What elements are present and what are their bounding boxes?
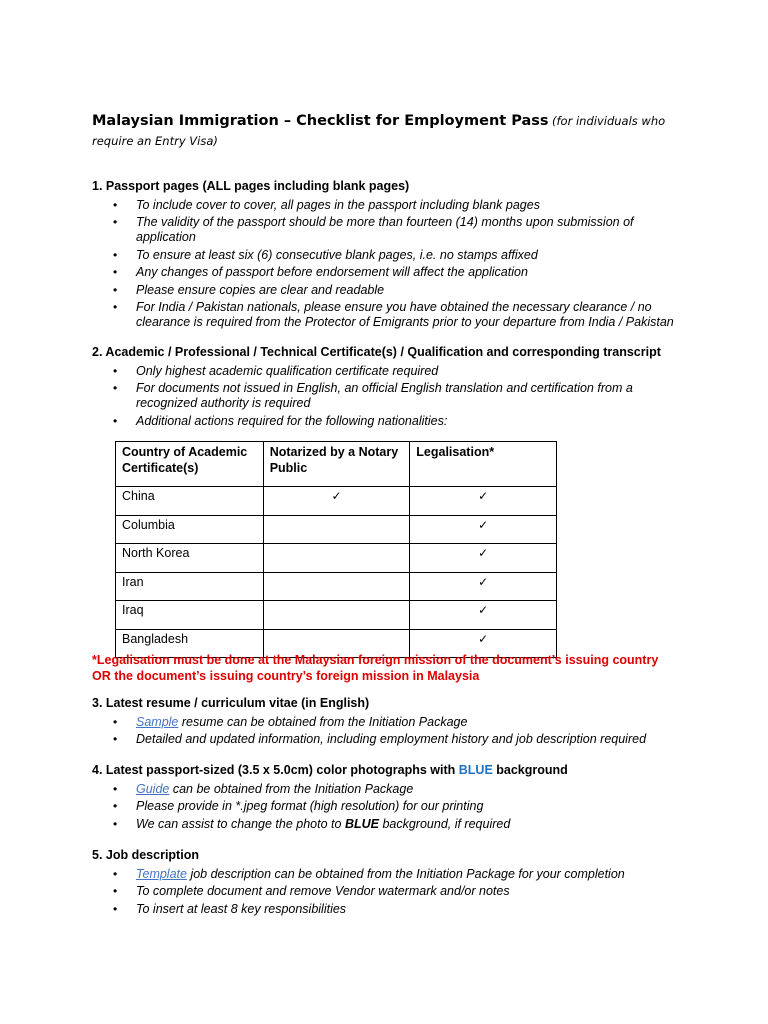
bullet-list bbox=[92, 782, 692, 832]
notary-cell bbox=[263, 544, 410, 573]
list-item: • To ensure at least six (6) consecutive blank pages, i.e. no stamps affixed bbox=[92, 248, 692, 263]
list-item bbox=[92, 817, 692, 832]
table-header-notary: Notarized by a Notary Public bbox=[263, 442, 410, 487]
country-cell: Bangladesh bbox=[116, 629, 264, 658]
list-item: • Detailed and updated information, including employment history and job description required bbox=[92, 732, 692, 747]
heading-text: 4. Latest passport-sized (3.5 x 5.0cm) color photographs with bbox=[92, 763, 459, 777]
list-item bbox=[92, 782, 692, 797]
section-heading: 3. Latest resume / curriculum vitae (in English) bbox=[92, 696, 370, 710]
list-item: • To include cover to cover, all pages in the passport including blank pages bbox=[92, 198, 692, 213]
legalisation-note bbox=[92, 652, 712, 684]
bullet-list bbox=[92, 715, 692, 748]
section-heading: 5. Job description bbox=[92, 848, 199, 862]
list-item: • Any changes of passport before endorsement will affect the application bbox=[92, 265, 692, 280]
list-item: • For India / Pakistan nationals, please ensure you have obtained the necessary clearance / no clearance is required from the Protector of Emigrants prior to your departure from India / Pakistan bbox=[92, 300, 692, 330]
notary-check-icon: ✓ bbox=[263, 487, 410, 516]
list-item: • The validity of the passport should be more than fourteen (14) months upon submission of application bbox=[92, 215, 692, 245]
section-heading: 1. Passport pages (ALL pages including blank pages) bbox=[92, 179, 410, 193]
section-passport bbox=[92, 178, 692, 330]
legalisation-check-icon: ✓ bbox=[410, 487, 557, 516]
list-item: • To complete document and remove Vendor watermark and/or notes bbox=[92, 884, 692, 899]
nationality-requirements-table bbox=[115, 441, 557, 658]
section-heading: 2. Academic / Professional / Technical Certificate(s) / Qualification and corresponding transcript bbox=[92, 345, 661, 359]
note-line: *Legalisation must be done at the Malaysian foreign mission of the document’s issuing country bbox=[92, 653, 659, 667]
table-header-legalisation: Legalisation* bbox=[410, 442, 557, 487]
guide-link[interactable]: Guide bbox=[136, 781, 170, 796]
title-main: Malaysian Immigration – Checklist for Employment Pass bbox=[92, 113, 549, 129]
notary-cell bbox=[263, 515, 410, 544]
notary-cell bbox=[263, 572, 410, 601]
legalisation-check-icon: ✓ bbox=[410, 572, 557, 601]
country-cell: North Korea bbox=[116, 544, 264, 573]
list-item: • Only highest academic qualification certificate required bbox=[92, 364, 692, 379]
list-item-text: resume can be obtained from the Initiation Package bbox=[178, 714, 468, 729]
section-resume bbox=[92, 695, 692, 747]
legalisation-check-icon: ✓ bbox=[410, 629, 557, 658]
heading-text: background bbox=[492, 763, 568, 777]
notary-cell bbox=[263, 601, 410, 630]
legalisation-check-icon: ✓ bbox=[410, 515, 557, 544]
list-item: • Please ensure copies are clear and readable bbox=[92, 283, 692, 298]
title-subtitle: (for individuals who require an Entry Visa) bbox=[92, 114, 666, 148]
note-line: OR the document’s issuing country’s foreign mission in Malaysia bbox=[92, 669, 480, 683]
legalisation-check-icon: ✓ bbox=[410, 601, 557, 630]
template-link[interactable]: Template bbox=[136, 866, 187, 881]
table-row bbox=[116, 515, 557, 544]
table-row bbox=[116, 601, 557, 630]
list-item-text: background, if required bbox=[378, 816, 511, 831]
list-item bbox=[92, 867, 692, 882]
table-row bbox=[116, 572, 557, 601]
list-item-text: job description can be obtained from the Initiation Package for your completion bbox=[186, 866, 625, 881]
bullet-list bbox=[92, 364, 692, 429]
heading-blue-word: BLUE bbox=[458, 763, 493, 777]
sample-link[interactable]: Sample bbox=[136, 714, 179, 729]
section-heading bbox=[92, 762, 692, 779]
bullet-list bbox=[92, 867, 692, 917]
section-photographs bbox=[92, 762, 692, 832]
list-item-bold: BLUE bbox=[344, 816, 379, 831]
table-header-country: Country of Academic Certificate(s) bbox=[116, 442, 264, 487]
country-cell: China bbox=[116, 487, 264, 516]
table-row bbox=[116, 487, 557, 516]
table-row bbox=[116, 544, 557, 573]
list-item: • To insert at least 8 key responsibilities bbox=[92, 902, 692, 917]
list-item: • For documents not issued in English, an official English translation and certification from a recognized authority is required bbox=[92, 381, 692, 411]
section-job-description bbox=[92, 847, 692, 917]
list-item-text: We can assist to change the photo to bbox=[136, 816, 345, 831]
document-title bbox=[92, 111, 692, 151]
list-item bbox=[92, 715, 692, 730]
legalisation-check-icon: ✓ bbox=[410, 544, 557, 573]
table-header-row bbox=[116, 442, 557, 487]
list-item: • Please provide in *.jpeg format (high resolution) for our printing bbox=[92, 799, 692, 814]
country-cell: Iran bbox=[116, 572, 264, 601]
section-academic bbox=[92, 344, 692, 429]
list-item: • Additional actions required for the following nationalities: bbox=[92, 414, 692, 429]
bullet-list bbox=[92, 198, 692, 331]
country-cell: Iraq bbox=[116, 601, 264, 630]
list-item-text: can be obtained from the Initiation Package bbox=[169, 781, 414, 796]
country-cell: Columbia bbox=[116, 515, 264, 544]
